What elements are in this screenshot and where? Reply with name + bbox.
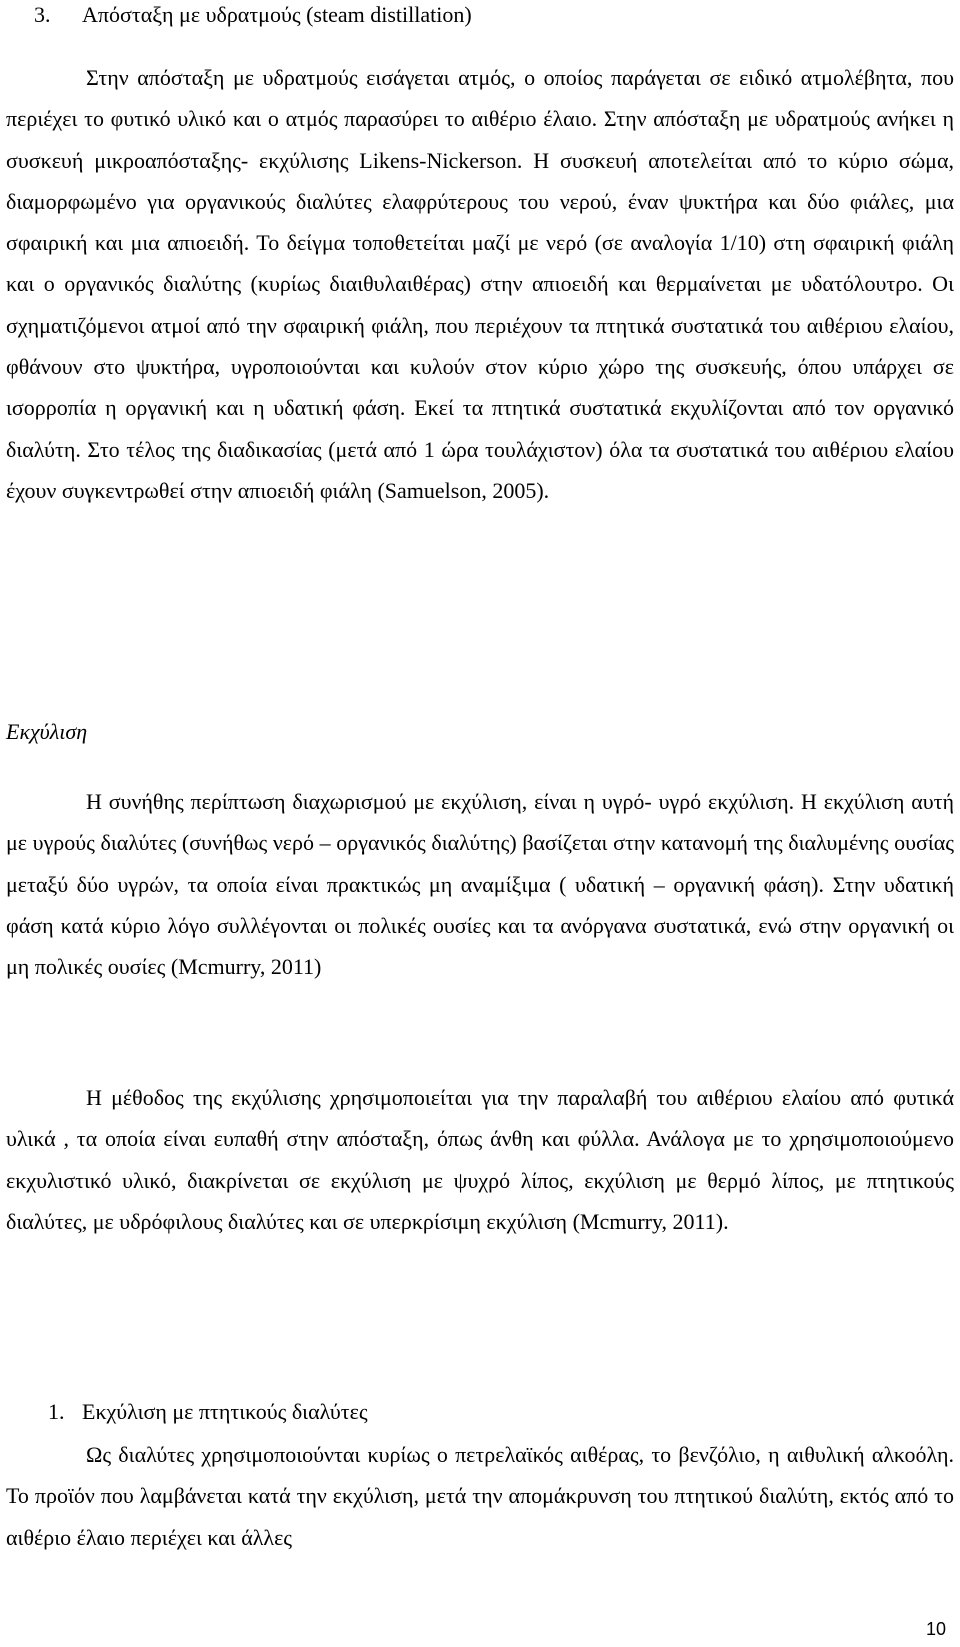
section-number: 1. xyxy=(48,1399,65,1424)
paragraph-steam-distillation: Στην απόσταξη με υδρατμούς εισάγεται ατμός, ο οποίος παράγεται σε ειδικό ατμολέβητα, που περιέχει το φυτικό υλικό και ο ατμός παρασύρει το αιθέριο έλαιο. Στην απόσταξη με υδρατμούς ανήκει η συσκευή μικροαπόσταξης- εκχύλισης Likens-Nickerson. Η συσκευή αποτελείται από το κύριο σώμα, διαμορφωμένο για οργανικούς διαλύτες ελαφρύτερους του νερού, έναν ψυκτήρα και δύο φιάλες, μια σφαιρική και μια απιοειδή. Το δείγμα τοποθετείται μαζί με νερό (σε αναλογία 1/10) στη σφαιρική φιάλη και ο οργανικός διαλύτης (κυρίως διαιθυλαιθέρας) στην απιοειδή και θερμαίνεται με υδατόλουτρο. Οι σχηματιζόμενοι ατμοί από την σφαιρική φιάλη, που περιέχουν τα πτητικά συστατικά του αιθέριου ελαίου, φθάνουν στο ψυκτήρα, υγροποιούνται και κυλούν στον κύριο χώρο της συσκευής, όπου υπάρχει σε ισορροπία η οργανική και η υδατική φάση. Εκεί τα πτητικά συστατικά εκχυλίζονται από τον οργανικό διαλύτη. Στο τέλος της διαδικασίας (μετά από 1 ώρα τουλάχιστον) όλα τα συστατικά του αιθέριου ελαίου έχουν συγκεντρωθεί στην απιοειδή φιάλη (Samuelson, 2005). xyxy=(6,65,954,503)
paragraph-liquid-liquid-extraction: Η συνήθης περίπτωση διαχωρισμού με εκχύλιση, είναι η υγρό- υγρό εκχύλιση. Η εκχύλιση αυτή με υγρούς διαλύτες (συνήθως νερό – οργανικός διαλύτης) βασίζεται στην κατανομή της διαλυμένης ουσίας μεταξύ δύο υγρών, τα οποία είναι πρακτικώς μη αναμίξιμα ( υδατική – οργανική φάση). Στην υδατική φάση κατά κύριο λόγο συλλέγονται οι πολικές ουσίες και τα ανόργανα συστατικά, ενώ στην οργανική οι μη πολικές ουσίες (Mcmurry, 2011) xyxy=(6,789,954,980)
page-number: 10 xyxy=(925,1619,946,1639)
section-heading-steam-distillation xyxy=(0,0,472,30)
subheading-extraction: Εκχύλιση xyxy=(6,719,88,744)
section-heading-volatile-solvents xyxy=(0,1397,368,1427)
paragraph-extraction-methods: Η μέθοδος της εκχύλισης χρησιμοποιείται για την παραλαβή του αιθέριου ελαίου από φυτικά υλικά , τα οποία είναι ευπαθή στην απόσταξη, όπως άνθη και φύλλα. Ανάλογα με το χρησιμοποιούμενο εκχυλιστικό υλικό, διακρίνεται σε εκχύλιση με ψυχρό λίπος, εκχύλιση με θερμό λίπος, με πτητικούς διαλύτες, με υδρόφιλους διαλύτες και σε υπερκρίσιμη εκχύλιση (Mcmurry, 2011). xyxy=(6,1085,954,1234)
section-number: 3. xyxy=(34,2,51,27)
section-title: Εκχύλιση με πτητικούς διαλύτες xyxy=(82,1399,368,1424)
paragraph-volatile-solvents: Ως διαλύτες χρησιμοποιούνται κυρίως ο πετρελαϊκός αιθέρας, το βενζόλιο, η αιθυλική αλκοόλη. Το προϊόν που λαμβάνεται κατά την εκχύλιση, μετά την απομάκρυνση του πτητικού διαλύτη, εκτός από το αιθέριο έλαιο περιέχει και άλλες xyxy=(6,1442,954,1550)
section-title: Απόσταξη με υδρατμούς (steam distillation) xyxy=(82,2,472,27)
